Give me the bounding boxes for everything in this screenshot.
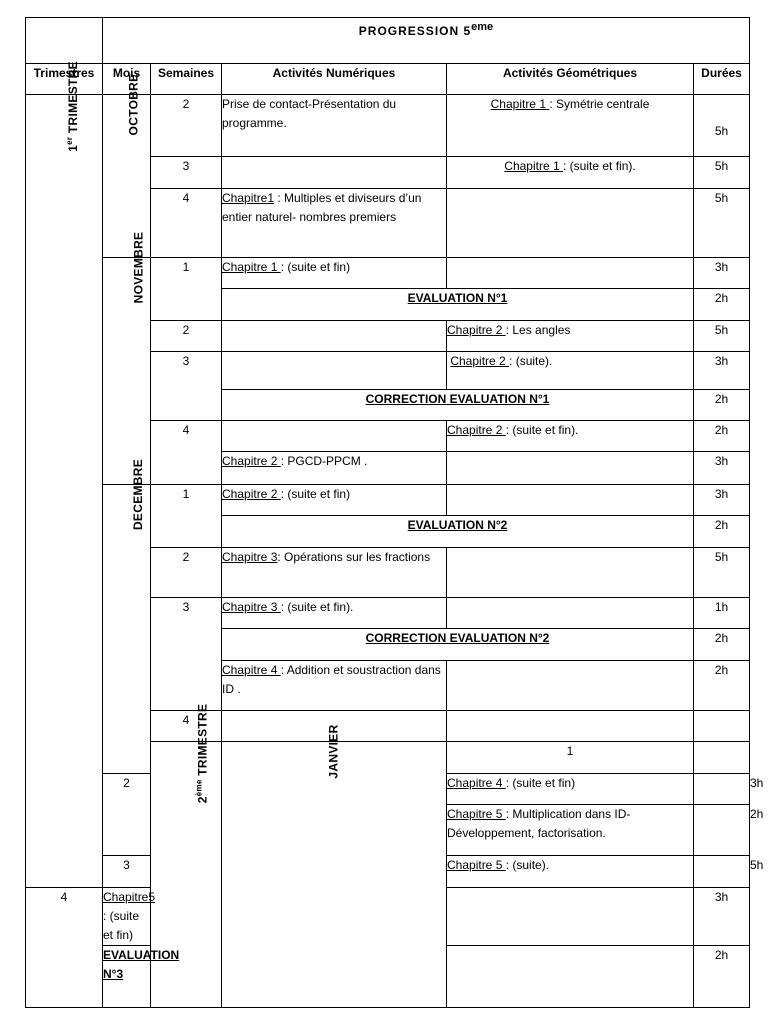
num-activity-cell: Chapitre 4 : Addition et soustraction dans ID . xyxy=(222,661,447,711)
evaluation-3-label: EVALUATION N°3 xyxy=(103,948,180,981)
geo-activity-cell xyxy=(447,711,694,742)
duration-cell xyxy=(694,711,750,742)
week-cell: 1 xyxy=(447,742,694,774)
month-novembre-label: NOVEMBRE xyxy=(131,231,146,304)
month-octobre-label: OCTOBRE xyxy=(126,73,141,136)
geo-activity-cell xyxy=(447,452,694,485)
progression-table: PROGRESSION 5eme Trimestres Mois Semaines Activités Numériques Activités Géométriques Durées 1er TRIMESTRE OCTOBRE 2 Prise de contact-Présentation du programme. Chapitre 1 : Symétrie centrale 5h 3 Chapitre 1 : (suite et fin). 5h 4 Chapitre1 : Multiples et diviseurs d’un entier naturel- nombres premiers 5h NOVEMBRE 1 Chapitre 1 : (suite et fin) 3h EVALUATION N°1 2h 2 Chapitre 2 : Les angles 5h 3 Chapitre 2 : (suite). 3h CORRECTION EVALUATION N°1 2h 4 Chapitre 2 : (suite et fin). 2h Chapitre 2 : PGCD-PPCM . 3h DECEMBRE 1 Chapitre 2 : (suite et fin) 3h EVALUATION N°2 2h 2 Chapitre 3: Opérations sur les fractions 5h 3 Chapitre 3 : (suite et fin). 1h CORRECTION EVALUATION N°2 2h Chapitre 4 : Addition et soustraction dans ID . 2h 4 2ème TRIMESTRE JANVIER 1 2 Chapitre 4 : (suite et fin) 3h Chapitre 5 : Multiplication dans ID- Développement, factorisation. 2h 3 Chapitre 5 : (suite). 5h 4 Chapitre5 : (suite et fin) 3h EVALUATION N°3 2h xyxy=(25,17,750,1008)
duration-cell: 2h xyxy=(694,629,750,661)
geo-activity-cell xyxy=(447,661,694,711)
num-activity-cell: Chapitre 4 : (suite et fin) xyxy=(447,774,694,805)
trimestre-2-label: 2ème TRIMESTRE xyxy=(194,703,210,804)
evaluation-2-cell: EVALUATION N°2 xyxy=(222,516,694,548)
header-semaines: Semaines xyxy=(151,64,222,95)
duration-cell: 2h xyxy=(694,946,750,1008)
week-cell: 3 xyxy=(151,157,222,189)
trimestre-2-cell xyxy=(151,703,222,1008)
header-activites-geometriques: Activités Géométriques xyxy=(447,64,694,95)
header-trimestres: Trimestres xyxy=(26,64,103,95)
header-mois: Mois xyxy=(103,64,151,95)
duration-cell: 5h xyxy=(694,157,750,189)
geo-activity-cell: Chapitre 1 : (suite et fin). xyxy=(447,157,694,189)
num-activity-cell xyxy=(103,946,180,1008)
geo-activity-cell xyxy=(694,774,750,805)
month-janvier-label: JANVIER xyxy=(326,724,341,779)
header-durees: Durées xyxy=(694,64,750,95)
geo-activity-cell: Chapitre 2 : (suite et fin). xyxy=(447,421,694,452)
num-activity-cell: Chapitre 5 : Multiplication dans ID- Développement, factorisation. xyxy=(447,805,694,856)
week-cell: 4 xyxy=(151,189,222,258)
page-title: PROGRESSION 5eme xyxy=(103,18,750,64)
week-cell: 1 xyxy=(151,485,222,548)
duration-cell: 5h xyxy=(694,189,750,258)
duration-cell: 5h xyxy=(694,548,750,598)
duration-cell: 3h xyxy=(694,452,750,485)
duration-cell: 2h xyxy=(694,390,750,421)
month-novembre-cell xyxy=(103,231,151,485)
geo-activity-cell xyxy=(447,485,694,516)
duration-cell: 2h xyxy=(694,421,750,452)
duration-cell: 2h xyxy=(694,516,750,548)
num-activity-cell xyxy=(222,157,447,189)
month-janvier-cell xyxy=(222,724,447,1008)
geo-activity-cell xyxy=(447,548,694,598)
correction-evaluation-2-cell: CORRECTION EVALUATION N°2 xyxy=(222,629,694,661)
month-decembre-label: DECEMBRE xyxy=(131,458,146,531)
num-activity-cell: Chapitre 1 : (suite et fin) xyxy=(222,258,447,289)
duration-cell: 1h xyxy=(694,598,750,629)
duration-cell: 3h xyxy=(694,888,750,946)
num-activity-cell xyxy=(694,742,750,774)
geo-activity-cell xyxy=(694,805,750,856)
week-cell: 3 xyxy=(151,598,222,711)
week-cell: 2 xyxy=(151,321,222,352)
week-cell: 1 xyxy=(151,258,222,321)
geo-activity-cell: Chapitre 2 : Les angles xyxy=(447,321,694,352)
geo-activity-cell xyxy=(447,946,694,1008)
num-activity-cell xyxy=(222,352,447,390)
correction-evaluation-1-cell: CORRECTION EVALUATION N°1 xyxy=(222,390,694,421)
geo-activity-cell: Chapitre 1 : Symétrie centrale xyxy=(447,95,694,157)
geo-activity-cell xyxy=(447,258,694,289)
duration-cell: 5h xyxy=(694,95,750,157)
duration-cell: 5h xyxy=(694,321,750,352)
num-activity-cell: Chapitre 2 : PGCD-PPCM . xyxy=(222,452,447,485)
num-activity-cell: Chapitre 5 : (suite). xyxy=(447,856,694,888)
week-cell: 2 xyxy=(151,548,222,598)
geo-activity-cell xyxy=(447,598,694,629)
num-activity-cell: Chapitre5 : (suite et fin) xyxy=(103,888,151,946)
duration-cell: 3h xyxy=(694,258,750,289)
num-activity-cell: Prise de contact-Présentation du programme. xyxy=(222,95,447,157)
week-cell: 4 xyxy=(26,888,103,1008)
week-cell: 4 xyxy=(151,711,222,742)
num-activity-cell: Chapitre 2 : (suite et fin) xyxy=(222,485,447,516)
geo-activity-cell xyxy=(447,888,694,946)
duration-cell: 2h xyxy=(694,289,750,321)
header-activites-numeriques: Activités Numériques xyxy=(222,64,447,95)
trimestre-1-label: 1er TRIMESTRE xyxy=(64,61,80,152)
title-empty-cell xyxy=(26,18,103,64)
month-decembre-cell xyxy=(103,458,151,774)
num-activity-cell: Chapitre 3: Opérations sur les fractions xyxy=(222,548,447,598)
geo-activity-cell: Chapitre 2 : (suite). xyxy=(447,352,694,390)
week-cell: 2 xyxy=(103,774,151,856)
geo-activity-cell xyxy=(447,189,694,258)
evaluation-1-cell: EVALUATION N°1 xyxy=(222,289,694,321)
week-cell: 3 xyxy=(151,352,222,421)
num-activity-cell xyxy=(222,421,447,452)
week-cell: 3 xyxy=(103,856,151,888)
duration-cell: 3h xyxy=(694,352,750,390)
duration-cell: 3h xyxy=(694,485,750,516)
geo-activity-cell xyxy=(694,856,750,888)
duration-cell: 2h xyxy=(694,661,750,711)
num-activity-cell: Chapitre 3 : (suite et fin). xyxy=(222,598,447,629)
num-activity-cell: Chapitre1 : Multiples et diviseurs d’un entier naturel- nombres premiers xyxy=(222,189,447,258)
week-cell: 4 xyxy=(151,421,222,485)
week-cell: 2 xyxy=(151,95,222,157)
num-activity-cell xyxy=(222,321,447,352)
